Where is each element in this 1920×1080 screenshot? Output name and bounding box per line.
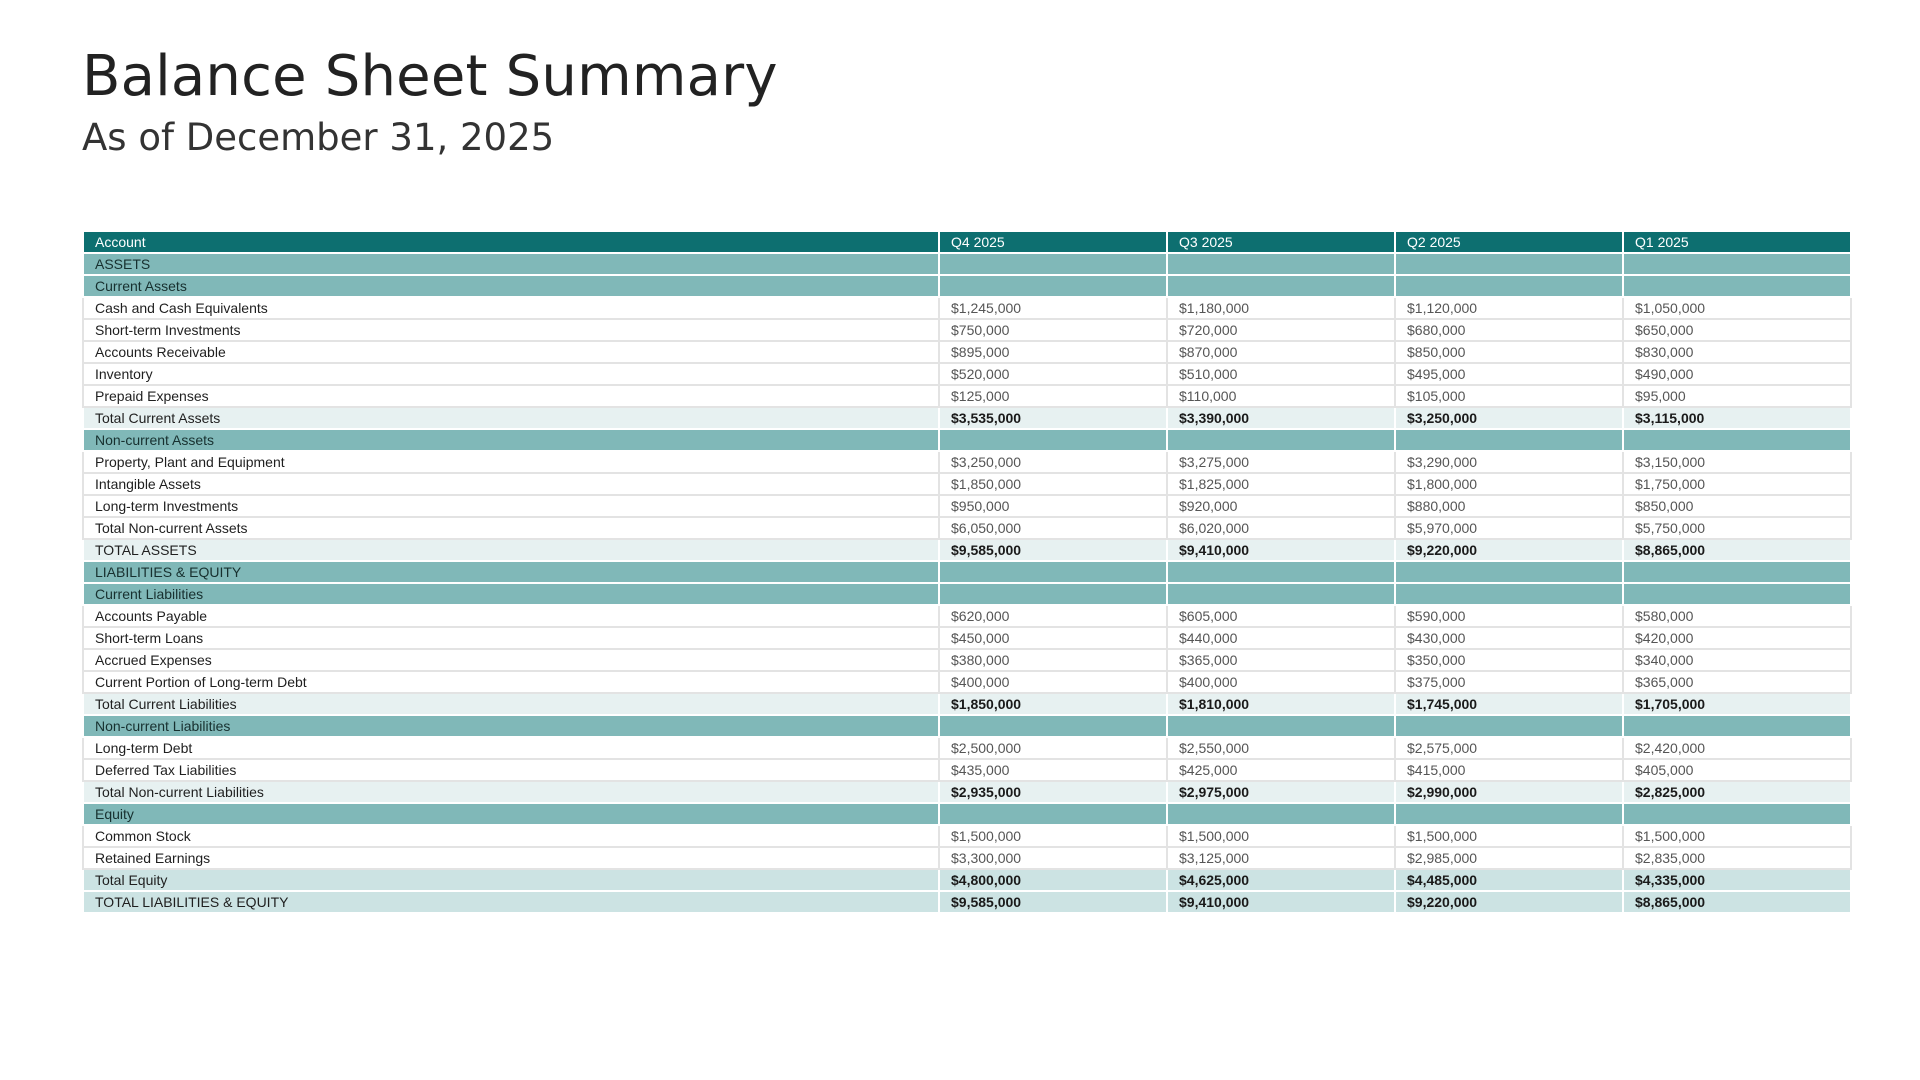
balance-sheet-table	[82, 230, 1852, 914]
value-cell-q4-2025: $9,585,000	[939, 539, 1167, 561]
subtotal-row	[83, 693, 1851, 715]
value-cell-q1-2025: $5,750,000	[1623, 517, 1851, 539]
value-cell-q2-2025: $1,500,000	[1395, 825, 1623, 847]
value-cell-q2-2025: $2,985,000	[1395, 847, 1623, 869]
value-cell-q4-2025: $1,500,000	[939, 825, 1167, 847]
value-cell-q2-2025: $375,000	[1395, 671, 1623, 693]
value-cell-q1-2025	[1623, 583, 1851, 605]
value-cell-q2-2025: $2,990,000	[1395, 781, 1623, 803]
value-cell-q1-2025: $420,000	[1623, 627, 1851, 649]
value-cell-q2-2025	[1395, 275, 1623, 297]
value-cell-q1-2025	[1623, 803, 1851, 825]
value-cell-q3-2025: $440,000	[1167, 627, 1395, 649]
subtotal-row	[83, 539, 1851, 561]
value-cell-q1-2025: $8,865,000	[1623, 891, 1851, 913]
value-cell-q3-2025: $1,180,000	[1167, 297, 1395, 319]
value-cell-q1-2025: $830,000	[1623, 341, 1851, 363]
value-cell-q3-2025: $2,975,000	[1167, 781, 1395, 803]
account-label: Equity	[83, 803, 939, 825]
value-cell-q4-2025	[939, 715, 1167, 737]
value-cell-q1-2025	[1623, 253, 1851, 275]
table-row	[83, 605, 1851, 627]
account-label: Accounts Receivable	[83, 341, 939, 363]
account-label: Deferred Tax Liabilities	[83, 759, 939, 781]
value-cell-q3-2025: $6,020,000	[1167, 517, 1395, 539]
table-row	[83, 517, 1851, 539]
value-cell-q3-2025: $1,500,000	[1167, 825, 1395, 847]
value-cell-q1-2025: $1,705,000	[1623, 693, 1851, 715]
value-cell-q2-2025: $350,000	[1395, 649, 1623, 671]
value-cell-q2-2025: $1,800,000	[1395, 473, 1623, 495]
value-cell-q2-2025: $105,000	[1395, 385, 1623, 407]
value-cell-q3-2025: $720,000	[1167, 319, 1395, 341]
value-cell-q4-2025	[939, 253, 1167, 275]
value-cell-q4-2025	[939, 275, 1167, 297]
value-cell-q1-2025	[1623, 275, 1851, 297]
value-cell-q3-2025	[1167, 253, 1395, 275]
table-row	[83, 341, 1851, 363]
value-cell-q3-2025	[1167, 803, 1395, 825]
table-header	[83, 231, 1851, 253]
account-label: Total Current Liabilities	[83, 693, 939, 715]
table-row	[83, 737, 1851, 759]
value-cell-q3-2025: $110,000	[1167, 385, 1395, 407]
value-cell-q4-2025: $6,050,000	[939, 517, 1167, 539]
section-header-row	[83, 583, 1851, 605]
value-cell-q4-2025: $2,935,000	[939, 781, 1167, 803]
column-header-q1-2025: Q1 2025	[1623, 231, 1851, 253]
table-row	[83, 825, 1851, 847]
value-cell-q2-2025: $415,000	[1395, 759, 1623, 781]
grand-total-row	[83, 869, 1851, 891]
value-cell-q2-2025: $9,220,000	[1395, 891, 1623, 913]
value-cell-q2-2025: $1,745,000	[1395, 693, 1623, 715]
value-cell-q3-2025: $3,275,000	[1167, 451, 1395, 473]
value-cell-q1-2025: $2,420,000	[1623, 737, 1851, 759]
account-label: Total Current Assets	[83, 407, 939, 429]
value-cell-q4-2025: $3,250,000	[939, 451, 1167, 473]
value-cell-q4-2025: $750,000	[939, 319, 1167, 341]
account-label: Short-term Loans	[83, 627, 939, 649]
value-cell-q4-2025: $1,850,000	[939, 473, 1167, 495]
page-subtitle: As of December 31, 2025	[82, 116, 555, 159]
value-cell-q1-2025: $490,000	[1623, 363, 1851, 385]
value-cell-q3-2025	[1167, 583, 1395, 605]
value-cell-q4-2025: $620,000	[939, 605, 1167, 627]
balance-sheet-table-container	[82, 230, 1850, 914]
section-header-row	[83, 715, 1851, 737]
table-row	[83, 649, 1851, 671]
account-label: Property, Plant and Equipment	[83, 451, 939, 473]
value-cell-q1-2025: $3,115,000	[1623, 407, 1851, 429]
value-cell-q1-2025	[1623, 429, 1851, 451]
account-label: Non-current Liabilities	[83, 715, 939, 737]
value-cell-q1-2025: $2,835,000	[1623, 847, 1851, 869]
value-cell-q4-2025: $1,245,000	[939, 297, 1167, 319]
value-cell-q4-2025	[939, 561, 1167, 583]
value-cell-q2-2025	[1395, 803, 1623, 825]
value-cell-q2-2025: $495,000	[1395, 363, 1623, 385]
value-cell-q4-2025: $950,000	[939, 495, 1167, 517]
account-label: Long-term Debt	[83, 737, 939, 759]
section-header-row	[83, 803, 1851, 825]
value-cell-q2-2025	[1395, 583, 1623, 605]
value-cell-q1-2025: $340,000	[1623, 649, 1851, 671]
page-title: Balance Sheet Summary	[82, 44, 778, 109]
value-cell-q1-2025: $1,500,000	[1623, 825, 1851, 847]
value-cell-q2-2025: $680,000	[1395, 319, 1623, 341]
value-cell-q1-2025: $4,335,000	[1623, 869, 1851, 891]
value-cell-q2-2025: $3,290,000	[1395, 451, 1623, 473]
value-cell-q2-2025	[1395, 715, 1623, 737]
account-label: Short-term Investments	[83, 319, 939, 341]
table-row	[83, 671, 1851, 693]
account-label: Accrued Expenses	[83, 649, 939, 671]
value-cell-q1-2025: $850,000	[1623, 495, 1851, 517]
value-cell-q3-2025: $9,410,000	[1167, 891, 1395, 913]
account-label: Prepaid Expenses	[83, 385, 939, 407]
value-cell-q3-2025: $365,000	[1167, 649, 1395, 671]
value-cell-q4-2025: $520,000	[939, 363, 1167, 385]
value-cell-q3-2025: $4,625,000	[1167, 869, 1395, 891]
account-label: Current Portion of Long-term Debt	[83, 671, 939, 693]
account-label: ASSETS	[83, 253, 939, 275]
value-cell-q3-2025: $9,410,000	[1167, 539, 1395, 561]
value-cell-q3-2025: $510,000	[1167, 363, 1395, 385]
section-header-row	[83, 429, 1851, 451]
account-label: Total Non-current Liabilities	[83, 781, 939, 803]
table-row	[83, 319, 1851, 341]
value-cell-q4-2025: $3,300,000	[939, 847, 1167, 869]
value-cell-q3-2025: $1,825,000	[1167, 473, 1395, 495]
account-label: Total Equity	[83, 869, 939, 891]
value-cell-q3-2025: $605,000	[1167, 605, 1395, 627]
account-label: Total Non-current Assets	[83, 517, 939, 539]
table-row	[83, 451, 1851, 473]
value-cell-q3-2025: $920,000	[1167, 495, 1395, 517]
value-cell-q4-2025	[939, 429, 1167, 451]
account-label: Retained Earnings	[83, 847, 939, 869]
column-header-q4-2025: Q4 2025	[939, 231, 1167, 253]
account-label: Inventory	[83, 363, 939, 385]
value-cell-q3-2025: $425,000	[1167, 759, 1395, 781]
column-header-q2-2025: Q2 2025	[1395, 231, 1623, 253]
value-cell-q3-2025	[1167, 715, 1395, 737]
value-cell-q4-2025: $895,000	[939, 341, 1167, 363]
table-body	[83, 253, 1851, 913]
value-cell-q4-2025: $2,500,000	[939, 737, 1167, 759]
table-row	[83, 363, 1851, 385]
value-cell-q1-2025: $95,000	[1623, 385, 1851, 407]
value-cell-q2-2025: $430,000	[1395, 627, 1623, 649]
account-label: TOTAL ASSETS	[83, 539, 939, 561]
subtotal-row	[83, 407, 1851, 429]
value-cell-q2-2025	[1395, 429, 1623, 451]
value-cell-q3-2025: $3,125,000	[1167, 847, 1395, 869]
value-cell-q4-2025: $9,585,000	[939, 891, 1167, 913]
value-cell-q2-2025: $880,000	[1395, 495, 1623, 517]
value-cell-q3-2025	[1167, 561, 1395, 583]
grand-total-row	[83, 891, 1851, 913]
subtotal-row	[83, 781, 1851, 803]
account-label: Accounts Payable	[83, 605, 939, 627]
account-label: Long-term Investments	[83, 495, 939, 517]
header-row	[83, 231, 1851, 253]
value-cell-q2-2025: $3,250,000	[1395, 407, 1623, 429]
table-row	[83, 627, 1851, 649]
value-cell-q1-2025: $365,000	[1623, 671, 1851, 693]
section-header-row	[83, 253, 1851, 275]
section-header-row	[83, 275, 1851, 297]
value-cell-q2-2025: $9,220,000	[1395, 539, 1623, 561]
value-cell-q4-2025: $4,800,000	[939, 869, 1167, 891]
value-cell-q4-2025: $1,850,000	[939, 693, 1167, 715]
table-row	[83, 847, 1851, 869]
value-cell-q4-2025: $400,000	[939, 671, 1167, 693]
value-cell-q2-2025: $4,485,000	[1395, 869, 1623, 891]
value-cell-q4-2025: $3,535,000	[939, 407, 1167, 429]
table-row	[83, 759, 1851, 781]
value-cell-q4-2025: $435,000	[939, 759, 1167, 781]
value-cell-q1-2025: $650,000	[1623, 319, 1851, 341]
column-header-q3-2025: Q3 2025	[1167, 231, 1395, 253]
value-cell-q3-2025: $2,550,000	[1167, 737, 1395, 759]
account-label: Cash and Cash Equivalents	[83, 297, 939, 319]
value-cell-q4-2025: $450,000	[939, 627, 1167, 649]
account-label: Intangible Assets	[83, 473, 939, 495]
value-cell-q4-2025	[939, 803, 1167, 825]
value-cell-q4-2025: $380,000	[939, 649, 1167, 671]
value-cell-q3-2025: $400,000	[1167, 671, 1395, 693]
account-label: TOTAL LIABILITIES & EQUITY	[83, 891, 939, 913]
value-cell-q3-2025: $3,390,000	[1167, 407, 1395, 429]
value-cell-q1-2025: $405,000	[1623, 759, 1851, 781]
value-cell-q1-2025	[1623, 715, 1851, 737]
value-cell-q4-2025: $125,000	[939, 385, 1167, 407]
value-cell-q3-2025	[1167, 429, 1395, 451]
value-cell-q2-2025: $590,000	[1395, 605, 1623, 627]
value-cell-q1-2025: $3,150,000	[1623, 451, 1851, 473]
column-header-account: Account	[83, 231, 939, 253]
value-cell-q1-2025: $1,050,000	[1623, 297, 1851, 319]
value-cell-q2-2025: $1,120,000	[1395, 297, 1623, 319]
value-cell-q1-2025: $2,825,000	[1623, 781, 1851, 803]
account-label: Common Stock	[83, 825, 939, 847]
value-cell-q1-2025	[1623, 561, 1851, 583]
table-row	[83, 473, 1851, 495]
value-cell-q3-2025	[1167, 275, 1395, 297]
account-label: Current Liabilities	[83, 583, 939, 605]
account-label: Non-current Assets	[83, 429, 939, 451]
value-cell-q3-2025: $870,000	[1167, 341, 1395, 363]
value-cell-q2-2025	[1395, 253, 1623, 275]
value-cell-q2-2025	[1395, 561, 1623, 583]
value-cell-q1-2025: $8,865,000	[1623, 539, 1851, 561]
section-header-row	[83, 561, 1851, 583]
value-cell-q2-2025: $5,970,000	[1395, 517, 1623, 539]
value-cell-q3-2025: $1,810,000	[1167, 693, 1395, 715]
table-row	[83, 385, 1851, 407]
value-cell-q2-2025: $2,575,000	[1395, 737, 1623, 759]
account-label: LIABILITIES & EQUITY	[83, 561, 939, 583]
value-cell-q1-2025: $1,750,000	[1623, 473, 1851, 495]
value-cell-q1-2025: $580,000	[1623, 605, 1851, 627]
value-cell-q2-2025: $850,000	[1395, 341, 1623, 363]
table-row	[83, 495, 1851, 517]
account-label: Current Assets	[83, 275, 939, 297]
value-cell-q4-2025	[939, 583, 1167, 605]
table-row	[83, 297, 1851, 319]
